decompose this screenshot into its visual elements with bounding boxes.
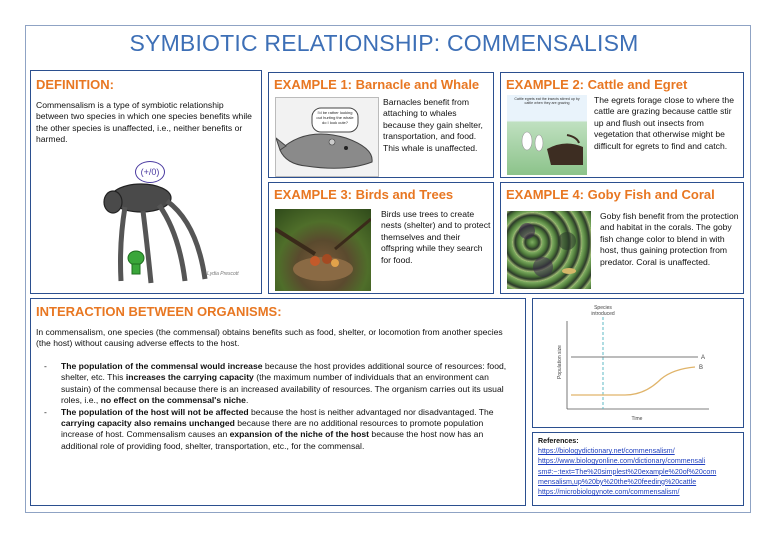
image-caption: Cattle egrets eat the insects stirred up by cattle when they are grazing — [514, 97, 580, 106]
whale-barnacle-image — [275, 97, 379, 177]
population-graph-panel — [532, 298, 744, 428]
x-axis-label: Time — [631, 416, 643, 422]
whale-speech-bubble: I'd be rather looking out hurting the whale do I look cute? — [316, 110, 354, 125]
commensal-point: - The population of the commensal would increase because the host provides additional source of resources: food, shelter, etc. This increases the carrying capacity (the maximum number of individuals that an environment can sustain) of the commensal because there is an increased availability of resources. The organism carries out its usual roles, i.e., no effect on the commensal's niche. — [41, 361, 511, 407]
nest-icon — [275, 209, 371, 291]
definition-text: Commensalism is a type of symbiotic relationship between two species in which one species benefits while the other species is unaffected, i.e., neither benefits or harmed. — [36, 100, 252, 145]
interaction-panel — [30, 298, 526, 506]
artist-signature: Lydia Prescott — [207, 271, 239, 277]
poster-title: SYMBIOTIC RELATIONSHIP: COMMENSALISM — [129, 30, 639, 56]
references-panel — [532, 432, 744, 506]
example2-text: The egrets forage close to where the cattle are grazing because cattle stir up and flush out insects from vegetation that otherwise might be difficult for egrets to find and catch. — [594, 95, 734, 151]
host-point: - The population of the host will not be affected because the host is neither advantaged nor disadvantaged. The carrying capacity also remains unchanged because there are no additional resources to promote population increase of host. Commensalism causes an expansion of the niche of the host because the host now has an additional role of providing food, shelter, transportation, etc., for the commensal. — [41, 407, 511, 453]
example1-text: Barnacles benefit from attaching to whales because they gain shelter, transportation, and food. This whale is unaffected. — [383, 97, 483, 153]
coral-icon — [507, 211, 591, 289]
references-heading: References: — [538, 437, 579, 445]
reference-link-2[interactable]: https://www.biologyonline.com/dictionary/commensali sm#:~:text=The%20simplest%20example%20of%20com mensalism,up%20by%20the%20feeding%20cattle — [538, 457, 717, 486]
example3-heading: EXAMPLE 3: Birds and Trees — [274, 187, 454, 202]
line-a-label: A — [701, 355, 706, 361]
line-b-label: B — [699, 365, 704, 371]
example4-heading: EXAMPLE 4: Goby Fish and Coral — [506, 187, 715, 202]
example2-panel — [500, 72, 744, 178]
example2-heading: EXAMPLE 2: Cattle and Egret — [506, 77, 688, 92]
reference-link-3[interactable]: https://microbiologynote.com/commensalism/ — [538, 488, 680, 497]
goby-coral-image — [507, 211, 591, 289]
references-list — [538, 436, 742, 497]
cattle-egret-image — [507, 95, 587, 175]
example4-panel — [500, 182, 744, 294]
cattle-egret-icon — [507, 95, 587, 175]
example3-text: Birds use trees to create nests (shelter) and to protect themselves and their offspring while they search for food. — [381, 209, 491, 265]
example1-heading: EXAMPLE 1: Barnacle and Whale — [274, 77, 480, 92]
marker-label-2: introduced — [591, 311, 615, 317]
line-b — [571, 367, 695, 395]
bird-nest-image — [275, 209, 371, 291]
definition-panel — [30, 70, 262, 294]
definition-heading: DEFINITION: — [36, 77, 114, 92]
creature-illustration — [101, 183, 216, 291]
example1-panel — [268, 72, 494, 178]
population-graph — [533, 299, 743, 427]
interaction-heading: INTERACTION BETWEEN ORGANISMS: — [36, 304, 282, 319]
reference-link-1[interactable]: https://biologydictionary.net/commensalism/ — [538, 447, 675, 456]
interaction-points — [41, 361, 511, 452]
y-axis-label: Population size — [557, 345, 563, 379]
marker-label-1: Species — [594, 305, 612, 311]
example3-panel — [268, 182, 494, 294]
interaction-intro: In commensalism, one species (the commensal) obtains benefits such as food, shelter, or locomotion from another species (the host) without causing adverse effects to the host. — [36, 327, 503, 349]
example4-text: Goby fish benefit from the protection and habitat in the corals. The goby fish change color to blend in with host, thus gaining protection from predator. Coral is unaffected. — [600, 211, 739, 267]
commensalism-badge: (+/0) — [135, 161, 165, 183]
